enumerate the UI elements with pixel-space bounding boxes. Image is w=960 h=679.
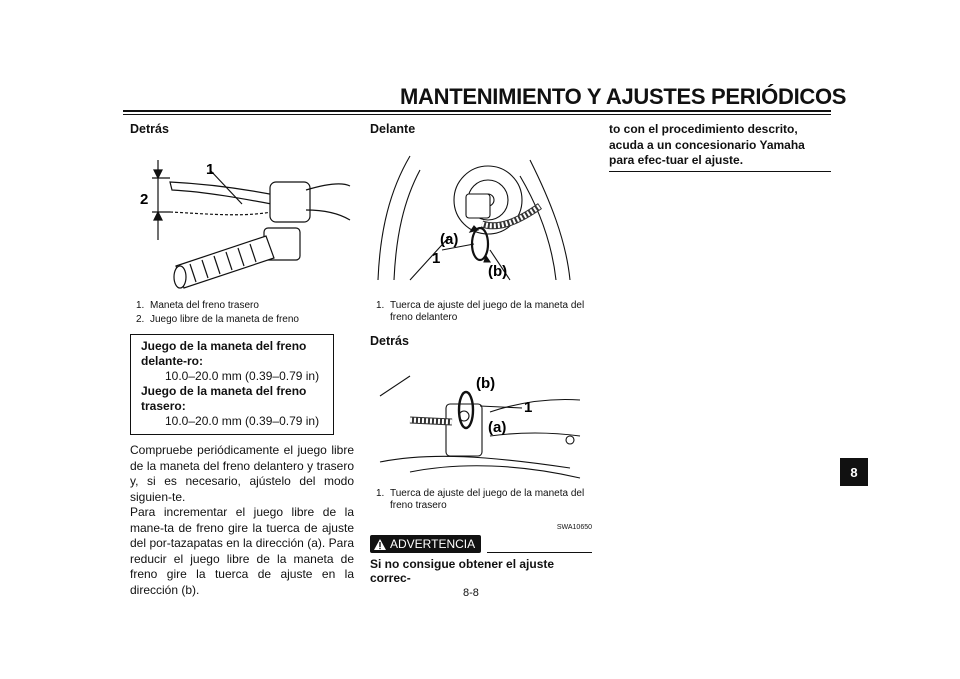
section-heading-rear-lever: Detrás <box>130 122 169 136</box>
figure-label-a: (a) <box>488 419 507 436</box>
figure-label-1: 1 <box>432 250 441 267</box>
caption-item: 2. Juego libre de la maneta de freno <box>136 314 299 325</box>
figure-label-b: (b) <box>488 263 508 280</box>
section-heading-front: Delante <box>370 122 416 136</box>
warning-triangle-icon <box>374 539 386 550</box>
front-brake-adjuster-figure <box>370 140 592 290</box>
figure-label-1: 1 <box>524 399 533 416</box>
caption-item: 1. Maneta del freno trasero <box>136 300 259 311</box>
warning-rule <box>487 552 592 553</box>
caption-item: 1. Tuerca de ajuste del juego de la maneta del freno trasero <box>376 488 585 511</box>
figure-caption-front <box>370 300 592 324</box>
figure-caption-rear <box>370 488 592 512</box>
figure-caption-list <box>130 300 354 326</box>
warning-end-rule <box>609 171 831 172</box>
page-number: 8-8 <box>463 587 479 599</box>
title-rule-thin <box>123 114 831 115</box>
spec-front-value: 10.0–20.0 mm (0.39–0.79 in) <box>165 369 320 383</box>
warning-badge <box>370 535 481 553</box>
spec-box <box>130 334 334 435</box>
body-paragraph-1: Compruebe periódicamente el juego libre de la maneta del freno delantero y trasero y, si es necesario, ajústelo del modo siguien-te. <box>130 443 354 504</box>
column-middle <box>370 122 592 585</box>
warning-text: Si no consigue obtener el ajuste correc- <box>370 557 555 585</box>
warning-header <box>370 535 592 553</box>
column-right <box>609 122 831 172</box>
page-title: MANTENIMIENTO Y AJUSTES PERIÓDICOS <box>400 84 847 109</box>
figure-label-2: 2 <box>140 191 149 208</box>
chapter-tab: 8 <box>840 458 868 486</box>
figure-label-a: (a) <box>440 231 459 248</box>
section-heading-rear: Detrás <box>370 334 409 348</box>
spec-front-label: Juego de la maneta del freno delante-ro: <box>141 339 307 368</box>
column-left <box>130 122 354 598</box>
warning-label: ADVERTENCIA <box>390 537 476 551</box>
rear-brake-adjuster-figure <box>370 352 592 482</box>
figure-label-b: (b) <box>476 375 496 392</box>
body-paragraph-2: Para incrementar el juego libre de la mane-ta de freno gire la tuerca de ajuste del por-tazapatas en la dirección (a). Para reducir el juego libre de la maneta de freno gire la tuerca de ajuste en la dirección (b). <box>130 505 354 597</box>
warning-code: SWA10650 <box>556 524 592 531</box>
figure-label-1: 1 <box>206 161 215 178</box>
title-rule <box>123 110 831 112</box>
spec-rear-label: Juego de la maneta del freno trasero: <box>141 384 307 413</box>
warning-text-continued: to con el procedimiento descrito, acuda a un concesionario Yamaha para efec-tuar el ajuste. <box>609 122 805 167</box>
spec-rear-value: 10.0–20.0 mm (0.39–0.79 in) <box>165 414 320 428</box>
rear-brake-lever-figure <box>130 140 354 290</box>
caption-item: 1. Tuerca de ajuste del juego de la maneta del freno delantero <box>376 300 585 323</box>
